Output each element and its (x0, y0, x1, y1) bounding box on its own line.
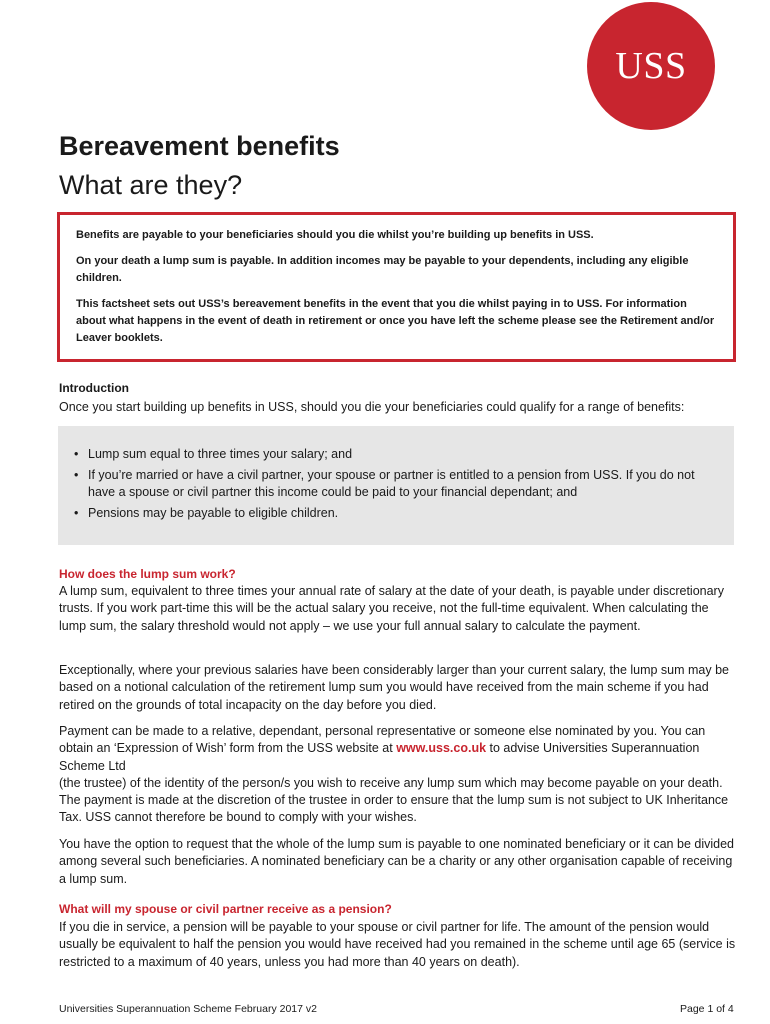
summary-callout (57, 212, 736, 362)
benefits-list-box (58, 426, 734, 545)
callout-paragraph-1: Benefits are payable to your beneficiaries should you die whilst you’re building up benefits in USS. (76, 229, 594, 241)
lump-sum-paragraph-3-start: Payment can be made to a relative, dependant, personal representative or someone else nominated by you. You can obtain an ‘Expression of Wish’ form from the USS website at (59, 724, 706, 756)
list-item-text: If you’re married or have a civil partner, your spouse or partner is entitled to a pension from USS. If you do not have a spouse or civil partner this income could be paid to your financial dependant; and (88, 468, 695, 499)
list-item-text: Pensions may be payable to eligible children. (88, 506, 339, 520)
list-item-text: Lump sum equal to three times your salary; and (88, 447, 353, 461)
uss-logo (587, 2, 715, 130)
lump-sum-paragraph-3-mid: to advise Universities Superannuation Scheme Ltd (59, 741, 700, 773)
callout-paragraph-2: On your death a lump sum is payable. In addition incomes may be payable to your dependents, including any eligible children. (76, 255, 689, 284)
lump-sum-paragraph-1: A lump sum, equivalent to three times your annual rate of salary at the date of your death, is payable under discretionary trusts. If you work part-time this will be the actual salary you receive, not the full-time equivalent. When calculating the lump sum, the salary threshold would not apply – we use your full annual salary to calculate the payment. (59, 584, 724, 633)
introduction-text: Once you start building up benefits in USS, should you die your beneficiaries could qualify for a range of benefits: (59, 400, 685, 414)
list-item (70, 505, 718, 522)
lump-sum-paragraph-4: You have the option to request that the whole of the lump sum is payable to one nominated beneficiary or it can be divided among several such beneficiaries. A nominated beneficiary can be a charity or any other organisation capable of receiving a lump sum. (59, 837, 734, 886)
bullet-icon: • (74, 447, 79, 461)
spouse-pension-heading: What will my spouse or civil partner receive as a pension? (59, 902, 392, 916)
footer-page-number: Page 1 of 4 (680, 1003, 734, 1015)
lump-sum-paragraph-2: Exceptionally, where your previous salaries have been considerably larger than your current salary, the lump sum may be based on a notional calculation of the retirement lump sum you would have received from the main scheme if you had retired on the grounds of total incapacity on the day before you died. (59, 663, 730, 712)
lump-sum-paragraph-3 (59, 723, 739, 827)
spouse-pension-paragraph-1: If you die in service, a pension will be payable to your spouse or civil partner for life. The amount of the pension would usually be equivalent to half the pension you would have received had you remained in the scheme until age 65 (service is restricted to a maximum of 40 years, unless you had more than 40 years on death). (59, 920, 736, 969)
page-subtitle: What are they? (59, 170, 243, 200)
logo-text: USS (615, 45, 687, 87)
list-item (70, 467, 718, 501)
lump-sum-paragraph-3-end: (the trustee) of the identity of the person/s you wish to receive any lump sum which may become payable on your death. The payment is made at the discretion of the trustee in order to ensure that the lump sum is not subject to UK Inheritance Tax. USS cannot therefore be bound to comply with your wishes. (59, 775, 729, 825)
footer-scheme-info: Universities Superannuation Scheme February 2017 v2 (59, 1003, 317, 1015)
callout-paragraph-3: This factsheet sets out USS’s bereavement benefits in the event that you die whilst paying in to USS. For information about what happens in the event of death in retirement or once you have left the scheme please see the Retirement and/or Leaver booklets. (76, 298, 715, 344)
page-title: Bereavement benefits (59, 131, 340, 161)
list-item (70, 446, 718, 463)
bullet-icon: • (74, 506, 79, 520)
bullet-icon: • (74, 468, 79, 482)
introduction-heading: Introduction (59, 381, 129, 395)
lump-sum-heading: How does the lump sum work? (59, 567, 236, 581)
uss-website-link[interactable]: www.uss.co.uk (396, 741, 487, 756)
benefits-list (70, 446, 718, 522)
